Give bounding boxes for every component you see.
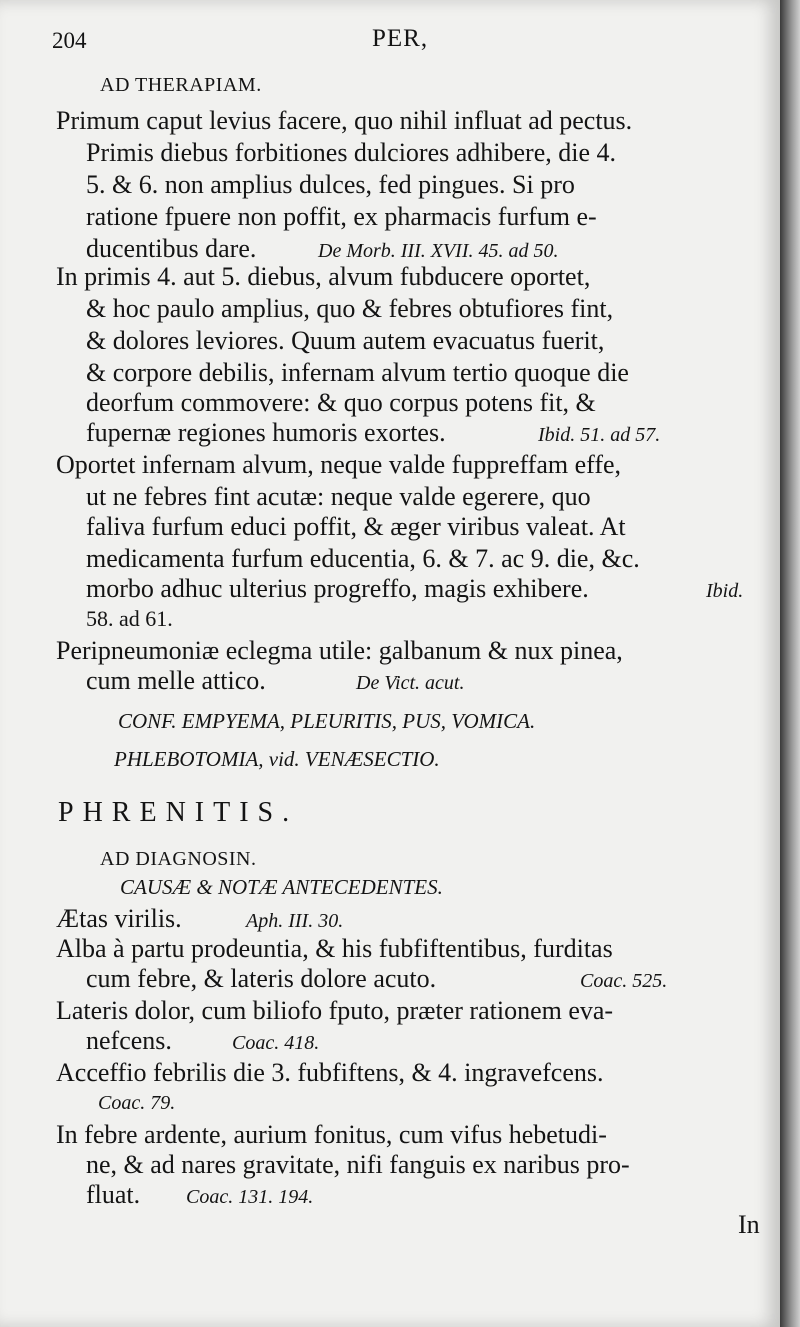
- cross-reference: CONF. EMPYEMA, PLEURITIS, PUS, VOMICA.: [118, 709, 536, 733]
- text-line: In febre ardente, aurium fonitus, cum vifus hebetudi-: [56, 1120, 607, 1149]
- citation: Coac. 79.: [98, 1092, 176, 1114]
- citation: De Morb. III. XVII. 45. ad 50.: [318, 240, 559, 262]
- text-line: 5. & 6. non amplius dulces, fed pingues. Si pro: [86, 170, 575, 199]
- text-line: medicamenta furfum educentia, 6. & 7. ac 9. die, &c.: [86, 544, 640, 573]
- cross-reference: PHLEBOTOMIA, vid. VENÆSECTIO.: [114, 747, 440, 771]
- text-line: cum melle attico.: [86, 666, 266, 695]
- citation: Coac. 418.: [232, 1032, 320, 1054]
- text-line: Peripneumoniæ eclegma utile: galbanum & nux pinea,: [56, 636, 623, 665]
- text-line: fluat.: [86, 1180, 141, 1209]
- page-edge: [780, 0, 800, 1327]
- entry-title: PHRENITIS.: [58, 797, 299, 828]
- citation: Coac. 525.: [580, 970, 668, 992]
- running-head: PER,: [372, 25, 429, 52]
- text-line: Acceffio febrilis die 3. fubfiftens, & 4. ingravefcens.: [56, 1058, 604, 1087]
- text-line: morbo adhuc ulterius progreffo, magis exhibere.: [86, 574, 589, 603]
- text-line: fupernæ regiones humoris exortes.: [86, 418, 446, 447]
- text-line: & hoc paulo amplius, quo & febres obtufiores fint,: [86, 294, 614, 323]
- text-line: deorfum commovere: & quo corpus potens fit, &: [86, 388, 596, 417]
- subsection-heading: CAUSÆ & NOTÆ ANTECEDENTES.: [120, 875, 443, 899]
- text-line: ducentibus dare.: [86, 234, 257, 263]
- citation: Ibid.: [706, 580, 744, 602]
- text-line: ut ne febres fint acutæ: neque valde egerere, quo: [86, 482, 591, 511]
- text-line: Lateris dolor, cum biliofo fputo, præter rationem eva-: [56, 996, 614, 1025]
- text-line: ne, & ad nares gravitate, nifi fanguis ex naribus pro-: [86, 1150, 630, 1179]
- page-number: 204: [52, 28, 87, 53]
- text-line: Primis diebus forbitiones dulciores adhibere, die 4.: [86, 138, 617, 167]
- text-line: & corpore debilis, infernam alvum tertio quoque die: [86, 358, 629, 387]
- text-line: 58. ad 61.: [86, 606, 173, 631]
- text-line: faliva furfum educi poffit, & æger viribus valeat. At: [86, 512, 626, 541]
- text-line: Primum caput levius facere, quo nihil influat ad pectus.: [56, 106, 633, 135]
- text-line: Ætas virilis.: [56, 904, 182, 933]
- text-line: & dolores leviores. Quum autem evacuatus fuerit,: [86, 326, 605, 355]
- citation: De Vict. acut.: [356, 672, 465, 694]
- text-line: cum febre, & lateris dolore acuto.: [86, 964, 437, 993]
- text-line: nefcens.: [86, 1026, 172, 1055]
- section-heading: AD DIAGNOSIN.: [100, 848, 257, 870]
- catchword: In: [738, 1210, 760, 1239]
- text-line: Oportet infernam alvum, neque valde fuppreffam effe,: [56, 450, 622, 479]
- text-line: In primis 4. aut 5. diebus, alvum fubducere oportet,: [56, 262, 591, 291]
- citation: Aph. III. 30.: [246, 910, 344, 932]
- text-line: ratione fpuere non poffit, ex pharmacis furfum e-: [86, 202, 597, 231]
- citation: Coac. 131. 194.: [186, 1186, 314, 1208]
- citation: Ibid. 51. ad 57.: [538, 424, 661, 446]
- section-heading: AD THERAPIAM.: [100, 74, 262, 96]
- text-line: Alba à partu prodeuntia, & his fubfiftentibus, furditas: [56, 934, 613, 963]
